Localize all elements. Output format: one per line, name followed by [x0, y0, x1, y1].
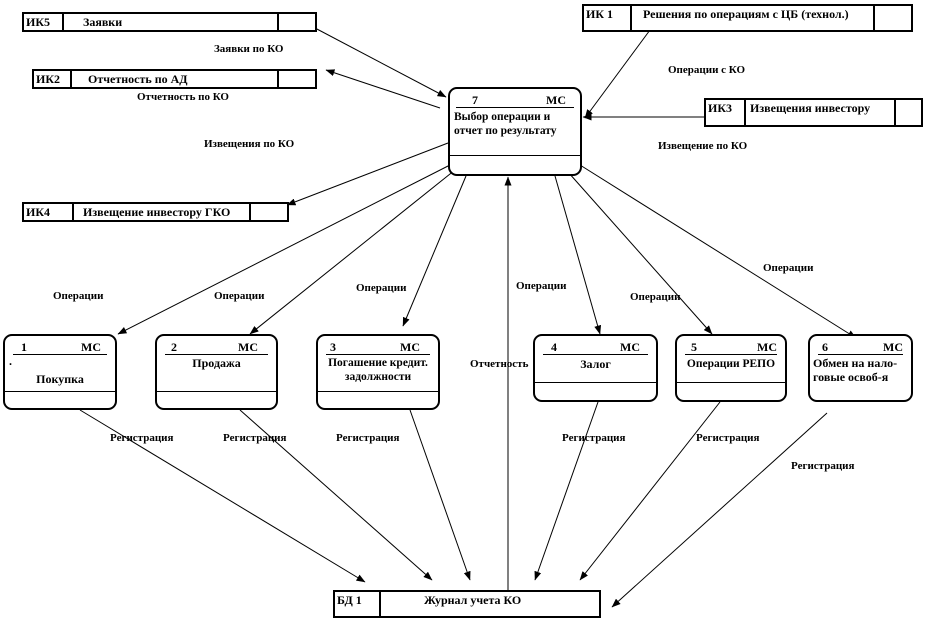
store-ik5[interactable] [22, 12, 317, 32]
process-number: 6 [822, 340, 828, 354]
arrow-p7-to-p3 [403, 176, 466, 326]
store-id: БД 1 [335, 592, 381, 616]
store-id: ИК 1 [584, 6, 632, 30]
store-end-cell [249, 204, 287, 220]
process-number: 1 [21, 340, 27, 354]
arrow-p7-to-ik4 [287, 143, 448, 205]
store-id: ИК4 [24, 204, 74, 220]
process-5[interactable] [675, 334, 787, 402]
process-number: 3 [330, 340, 336, 354]
flow-label-registraciya-3: Регистрация [336, 432, 400, 444]
store-name: Извещения инвестору [750, 101, 871, 115]
process-mc: МС [546, 93, 566, 107]
arrow-ik5-to-p7 [315, 28, 446, 97]
process-header-line [456, 107, 574, 108]
process-number: 5 [691, 340, 697, 354]
process-number: 4 [551, 340, 557, 354]
arrow-ik1-to-p7 [585, 30, 650, 118]
flow-label-registraciya-2: Регистрация [223, 432, 287, 444]
flow-label-registraciya-6: Регистрация [791, 460, 855, 472]
store-bd1[interactable] [333, 590, 601, 618]
process-bottom-line [157, 391, 276, 392]
flow-label-operacii-4: Операции [516, 280, 567, 292]
process-bottom-line [5, 391, 115, 392]
process-header-line [165, 354, 268, 355]
process-mc: МС [81, 340, 101, 354]
flow-label-operacii-5: Операции [630, 291, 681, 303]
store-name: Заявки [83, 15, 123, 29]
arrow-p5-to-bd1 [580, 402, 720, 580]
flow-label-registraciya-4: Регистрация [562, 432, 626, 444]
arrow-p7-to-p1 [118, 165, 450, 334]
process-bottom-line [677, 382, 785, 383]
store-id: ИК5 [24, 14, 64, 30]
process-6[interactable] [808, 334, 913, 402]
process-name: Продажа [192, 356, 241, 370]
arrow-p3-to-bd1 [410, 410, 470, 580]
store-ik3[interactable] [704, 98, 923, 127]
store-ik1[interactable] [582, 4, 913, 32]
store-name: Отчетность по АД [88, 72, 188, 86]
process-2[interactable] [155, 334, 278, 410]
process-header-line [818, 354, 903, 355]
process-dot: . [9, 354, 12, 368]
process-name: Погашение кредит. задолжности [328, 357, 428, 383]
process-name: Операции РЕПО [686, 358, 776, 370]
store-end-cell [277, 71, 315, 87]
process-name: Обмен на нало-говые освоб-я [813, 356, 898, 384]
process-mc: МС [883, 340, 903, 354]
process-3[interactable] [316, 334, 440, 410]
flow-label-otchetnost: Отчетность [470, 358, 529, 370]
flow-label-registraciya-5: Регистрация [696, 432, 760, 444]
store-id: ИК2 [34, 71, 72, 87]
process-mc: МС [757, 340, 777, 354]
flow-label-izvesheniya-ko: Извещения по КО [204, 138, 295, 150]
process-number: 2 [171, 340, 177, 354]
process-1[interactable] [3, 334, 117, 410]
process-header-line [543, 354, 648, 355]
store-end-cell [277, 14, 315, 30]
store-name: Решения по операциям с ЦБ (технол.) [643, 7, 849, 21]
flow-label-operacii-1: Операции [53, 290, 104, 302]
store-name: Журнал учета КО [424, 593, 522, 607]
flow-label-operacii-6: Операции [763, 262, 814, 274]
flow-label-zayavki-ko: Заявки по КО [214, 43, 284, 55]
flow-label-registraciya-1: Регистрация [110, 432, 174, 444]
process-header-line [13, 354, 107, 355]
process-bottom-line [318, 391, 438, 392]
arrow-p7-to-p2 [250, 170, 455, 334]
process-mc: МС [620, 340, 640, 354]
flow-label-operacii-3: Операции [356, 282, 407, 294]
flow-label-izveshenie-ko: Извещение по КО [658, 140, 748, 152]
arrow-p7-to-p5 [568, 172, 712, 334]
process-name: Залог [580, 357, 611, 371]
store-ik4[interactable] [22, 202, 289, 222]
process-4[interactable] [533, 334, 658, 402]
arrow-p7-to-ik2 [326, 70, 440, 108]
flow-label-operacii-s-ko: Операции с КО [668, 64, 746, 76]
store-ik2[interactable] [32, 69, 317, 89]
process-number: 7 [472, 93, 478, 107]
arrow-p7-to-p6 [580, 165, 856, 338]
process-7[interactable] [448, 87, 582, 176]
flow-label-operacii-2: Операции [214, 290, 265, 302]
process-name: Покупка [36, 372, 84, 386]
process-mc: МС [400, 340, 420, 354]
process-name: Выбор операции и отчет по результату [454, 111, 557, 137]
store-id: ИК3 [706, 100, 746, 125]
process-bottom-line [535, 382, 656, 383]
store-end-cell [894, 100, 921, 125]
arrow-p4-to-bd1 [535, 402, 598, 580]
process-header-line [326, 354, 430, 355]
process-mc: МС [238, 340, 258, 354]
flow-label-otchetnost-ko: Отчетность по КО [137, 91, 229, 103]
process-bottom-line [450, 155, 580, 156]
store-name: Извещение инвестору ГКО [83, 205, 231, 219]
process-header-line [685, 354, 777, 355]
store-end-cell [873, 6, 911, 30]
